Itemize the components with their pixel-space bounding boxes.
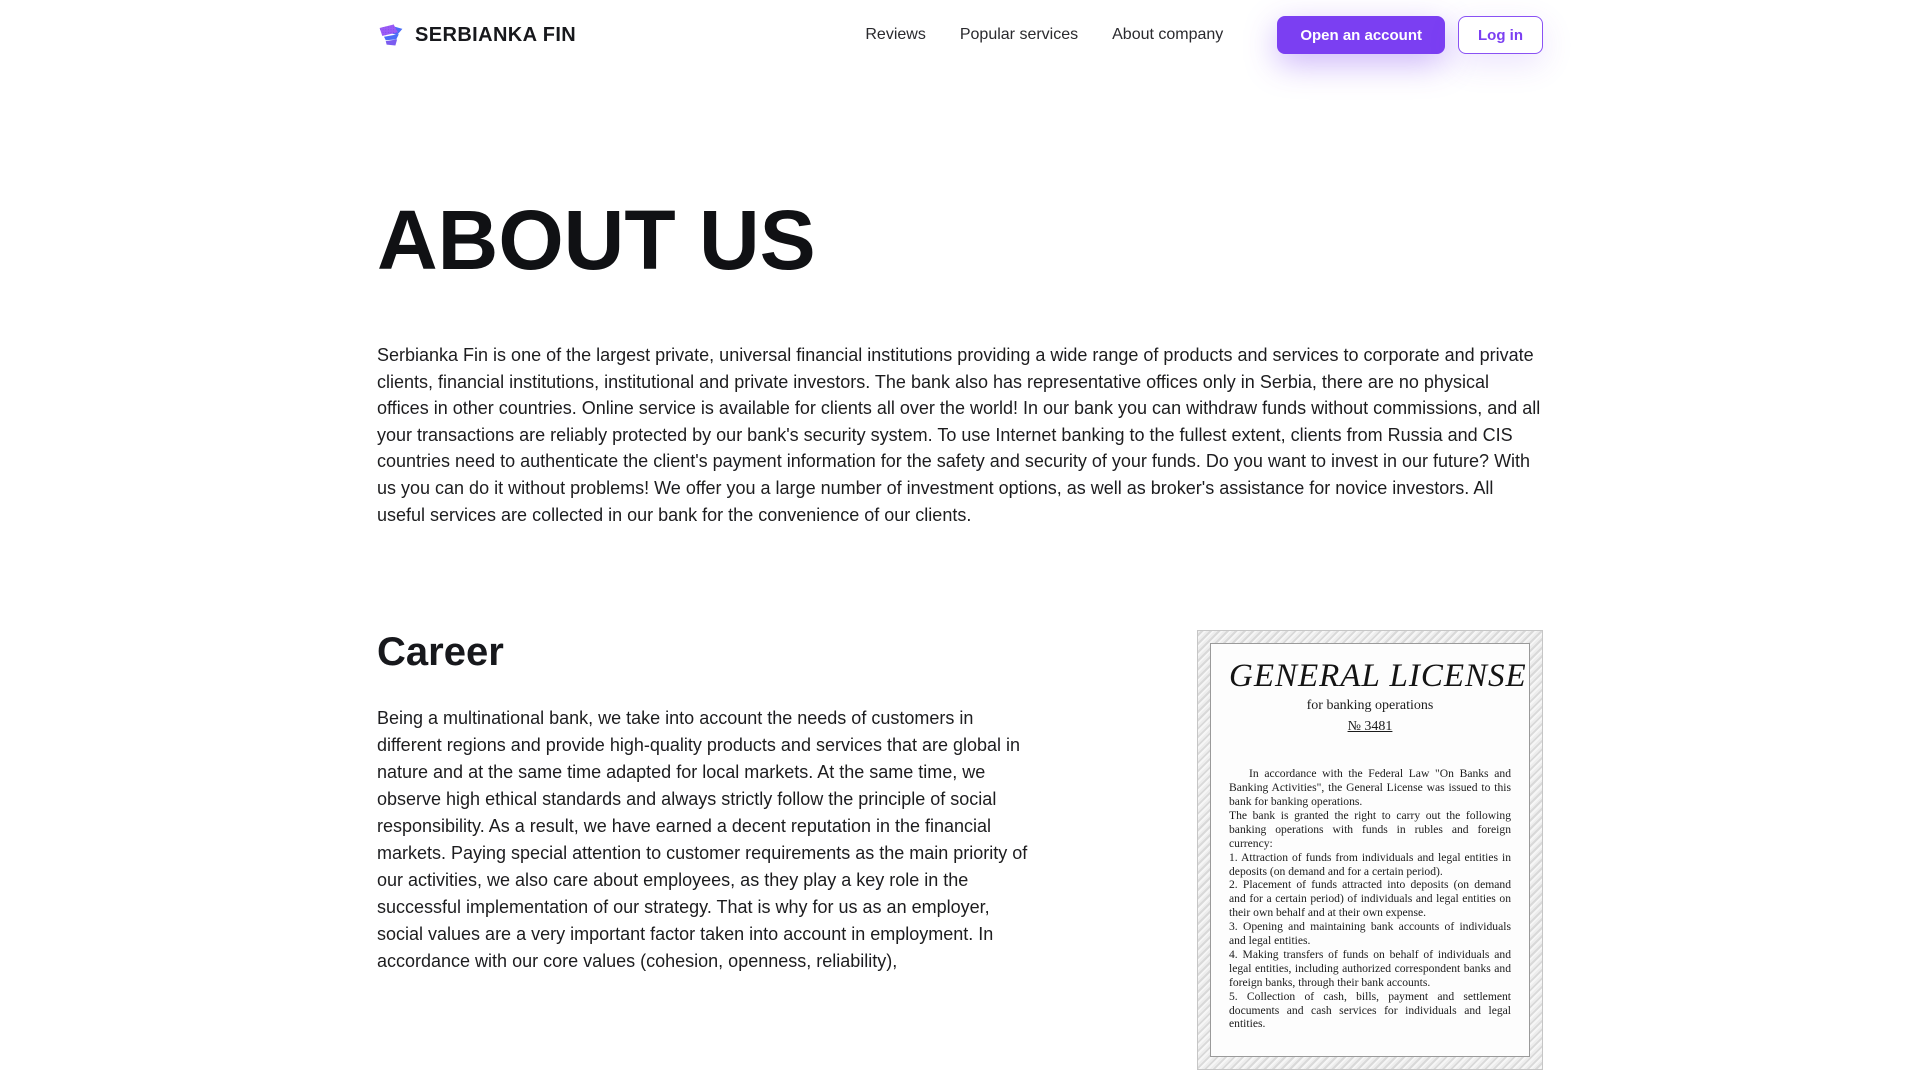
license-inner (1210, 643, 1530, 1057)
license-paragraph: 5. Collection of cash, bills, payment and settlement documents and cash services for individuals and legal entities. (1229, 989, 1511, 1031)
main-nav (865, 26, 1223, 44)
license-paragraph: In accordance with the Federal Law "On Banks and Banking Activities", the General License was issued to this bank for banking operations. (1229, 767, 1511, 808)
brand[interactable] (377, 21, 576, 49)
open-account-button[interactable]: Open an account (1277, 16, 1445, 54)
license-subtitle: for banking operations (1306, 698, 1434, 714)
nav-item-about-company[interactable]: About company (1112, 26, 1224, 43)
about-paragraph: Serbianka Fin is one of the largest private, universal financial institutions providing a wide range of products and services to corporate and private clients, financial institutions, institutional and private investors. The bank also has representative offices only in Serbia, there are no physical offices in other countries. Online service is available for clients all over the world! In our bank you can withdraw funds without commissions, and all your transactions are reliably protected by our bank's security system. To use Internet banking to the fullest extent, clients from Russia and CIS countries need to authenticate the client's payment information for the safety and security of your funds. Do you want to invest in our future? With us you can do it without problems! We offer you a large number of investment options, as well as broker's assistance for novice investors. All useful services are collected in our bank for the convenience of our clients. (377, 345, 1541, 525)
license-title: GENERAL LICENSE (1229, 658, 1527, 695)
license-paragraph: 2. Placement of funds attracted into deposits (on demand and for a certain period) of individuals and legal entities on their own behalf and at their own expense. (1229, 878, 1511, 920)
license-paragraph: 3. Opening and maintaining bank accounts of individuals and legal entities. (1229, 920, 1511, 948)
brand-logo-icon (377, 21, 405, 49)
main-content (377, 193, 1543, 1070)
career-title: Career (377, 630, 504, 675)
nav-item-popular-services[interactable]: Popular services (959, 26, 1079, 43)
header-actions (1277, 16, 1543, 54)
general-license-certificate (1197, 630, 1543, 1070)
career-section (377, 628, 1543, 1070)
license-paragraph: 1. Attraction of funds from individuals and legal entities in deposits (on demand and for a certain period). (1229, 850, 1511, 878)
license-number: № 3481 (1347, 719, 1393, 735)
site-header (0, 0, 1920, 57)
brand-name: SERBIANKA FIN (415, 23, 577, 46)
login-button[interactable]: Log in (1458, 16, 1543, 54)
career-text-column (377, 628, 1037, 975)
page-title: ABOUT US (377, 193, 816, 287)
license-paragraph: 4. Making transfers of funds on behalf of individuals and legal entities, including authorized correspondent banks and foreign banks, through their bank accounts. (1229, 947, 1511, 989)
career-paragraph: Being a multinational bank, we take into account the needs of customers in different regions and provide high-quality products and services that are global in nature and at the same time adapted for local markets. At the same time, we observe high ethical standards and always strictly follow the principle of social responsibility. As a result, we have earned a decent reputation in the financial markets. Paying special attention to customer requirements as the main priority of our activities, we also care about employees, as they play a key role in the successful implementation of our strategy. That is why for us as an employer, social values are a very important factor taken into account in employment. In accordance with our core values (cohesion, openness, reliability), (377, 708, 1028, 972)
nav-item-reviews[interactable]: Reviews (865, 26, 926, 43)
license-paragraph: The bank is granted the right to carry out the following banking operations with funds in rubles and foreign currency: (1229, 808, 1511, 850)
